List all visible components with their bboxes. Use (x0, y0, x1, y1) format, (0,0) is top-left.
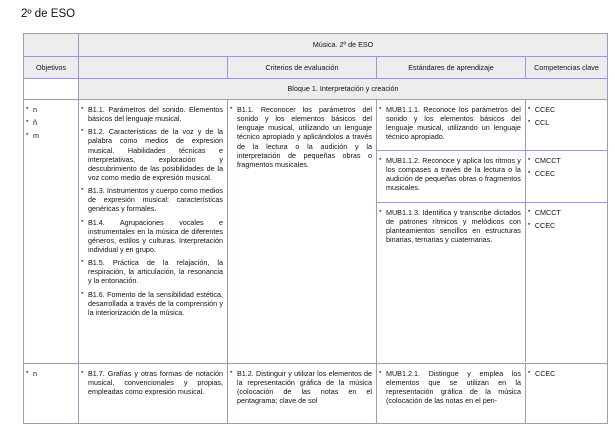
table-title-row (24, 34, 608, 57)
header-competencias: Competencias clave (526, 57, 608, 79)
estandar-row (377, 150, 607, 202)
header-criterios: Criterios de evaluación (228, 57, 377, 79)
contenido-item: ▪ B1.5. Práctica de la relajación, la respiración, la articulación, la resonancia y la entonación. (81, 258, 223, 285)
contenidos-cell (79, 364, 228, 424)
objetivos-cell (24, 100, 79, 364)
objetivo-item: ▪ ñ (26, 118, 74, 127)
estandar-row (377, 202, 607, 362)
competencia-item: ▪ CCEC (528, 369, 603, 378)
competencias-cell (525, 202, 607, 362)
criterio-item: ▪ B1.1. Reconocer los parámetros del sonido y los elementos básicos del lenguaje musical, utilizando un lenguaje técnico apropiado y aplicándolos a través de la lectura o la audición y la interpretación de pequeñas obras o fragmentos musicales. (230, 105, 372, 169)
competencias-cell (525, 150, 607, 202)
contenido-item: ▪ B1.3. Instrumentos y cuerpo como medios de expresión musical: características genéricas y formales. (81, 186, 223, 213)
bloque-label: Bloque 1. Interpretación y creación (79, 79, 608, 100)
page-title: 2º de ESO (21, 8, 76, 20)
estandar-cell (377, 364, 526, 424)
estandar-cell (377, 150, 525, 202)
competencia-item: ▪ CCEC (528, 221, 603, 230)
criterio-item: ▪ B1.2. Distinguir y utilizar los elementos de la representación gráfica de la música (colocación de las notas en el pentagrama; clave de sol (230, 369, 372, 406)
competencia-item: ▪ CCL (528, 118, 603, 127)
table-row (24, 100, 608, 364)
header-objetivos: Objetivos (24, 57, 79, 79)
column-header-row (24, 57, 608, 79)
objetivos-cell (24, 364, 79, 424)
contenido-item: ▪ B1.1. Parámetros del sonido. Elementos básicos del lenguaje musical. (81, 105, 223, 123)
header-estandares: Estándares de aprendizaje (377, 57, 526, 79)
curriculum-table (23, 33, 608, 424)
bloque-blank-cell (24, 79, 79, 100)
estandar-cell (377, 100, 525, 150)
header-contenidos (79, 57, 228, 79)
estandares-group (377, 100, 608, 364)
criterios-cell (228, 364, 377, 424)
competencia-item: ▪ CCEC (528, 105, 603, 114)
competencias-cell (525, 100, 607, 150)
estandar-item: ▪ MUB1.1.2. Reconoce y aplica los ritmos y los compases a través de la lectura o la audición de pequeñas obras o fragmentos musicales. (379, 156, 521, 193)
bloque-row (24, 79, 608, 100)
contenido-item: ▪ B1.4. Agrupaciones vocales e instrumentales en la música de diferentes géneros, estilos y culturas. Interpretación individual y en grupo. (81, 218, 223, 255)
objetivo-item: ▪ n (26, 369, 74, 378)
objetivo-item: ▪ n (26, 105, 74, 114)
competencias-cell (526, 364, 608, 424)
estandares-subtable (377, 100, 607, 362)
estandar-row (377, 100, 607, 150)
estandar-item: ▪ MUB1.1.1. Reconoce los parámetros del sonido y los elementos básicos del lenguaje musical, utilizando un lenguaje técnico apropiado. (379, 105, 521, 142)
blank-header-cell (24, 34, 79, 57)
competencia-item: ▪ CMCCT (528, 208, 603, 217)
estandar-item: ▪ MUB1.2.1. Distingue y emplea los elementos que se utilizan en la representación gráfica de la música (colocación de las notas en el pen- (379, 369, 521, 406)
contenidos-cell (79, 100, 228, 364)
contenido-item: ▪ B1.6. Fomento de la sensibilidad estética, desarrollada a través de la comprensión y la interiorización de la música. (81, 290, 223, 317)
criterios-cell (228, 100, 377, 364)
objetivo-item: ▪ m (26, 131, 74, 140)
competencia-item: ▪ CCEC (528, 169, 603, 178)
estandar-cell (377, 202, 525, 362)
competencia-item: ▪ CMCCT (528, 156, 603, 165)
contenido-item: ▪ B1.7. Grafías y otras formas de notación musical, convencionales y propias, empleadas como expresión musical. (81, 369, 223, 396)
contenido-item: ▪ B1.2. Características de la voz y de la palabra como medios de expresión musical. Habilidades técnicas e interpretativas, exploración y descubrimiento de las posibilidades de la voz como medio de expresión musical. (81, 127, 223, 182)
estandar-item: ▪ MUB1.1.3. Identifica y transcribe dictados de patrones rítmicos y melódicos con planteamientos sencillos en estructuras binarias, ternarias y cuaternarias. (379, 208, 521, 245)
table-row (24, 364, 608, 424)
table-title: Música. 2º de ESO (79, 34, 608, 57)
